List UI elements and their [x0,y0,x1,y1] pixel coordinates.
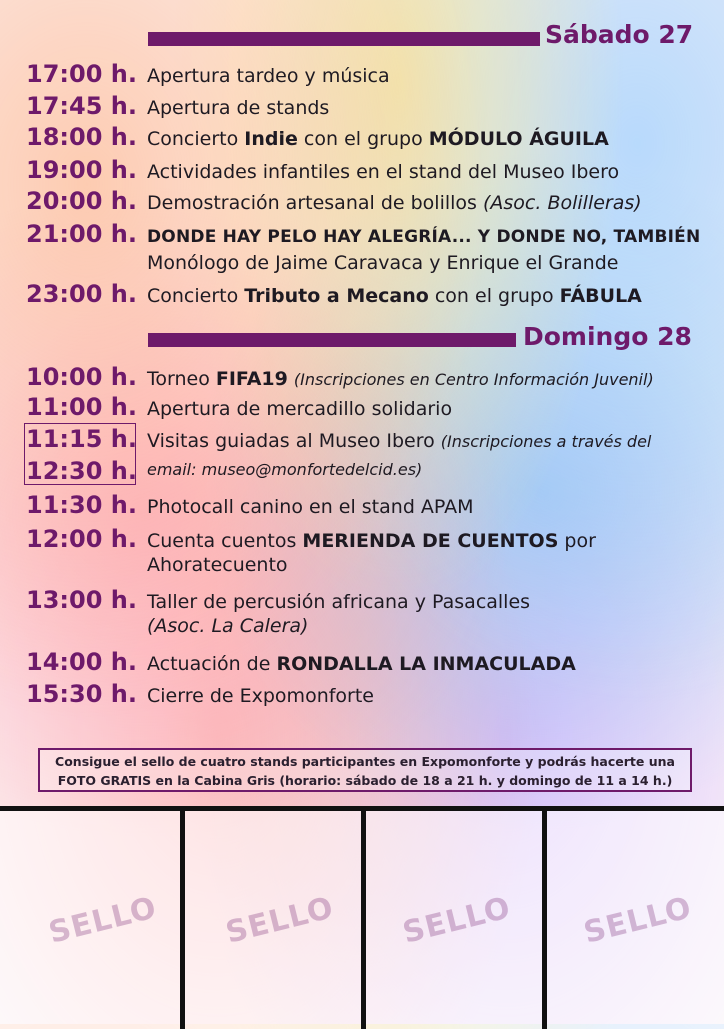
event-time: 11:00 h. [26,393,137,421]
event-text-segment: Actividades infantiles en el stand del Museo Ibero [147,161,620,183]
event-text-segment: Visitas guiadas al Museo Ibero [147,430,441,452]
event-time: 11:15 h. [26,425,137,453]
event-description-line-2 [147,614,308,638]
saturday-header-bar [148,32,540,46]
event-description [147,191,642,215]
stamp-cell-4 [547,811,724,1029]
event-text-segment: (Asoc. Bolilleras) [482,192,642,214]
event-text-segment: Torneo [147,368,216,390]
event-description [147,652,576,676]
event-text-segment: (Inscripciones en Centro Información Juvenil) [293,370,654,389]
event-text-segment: Concierto [147,128,245,150]
event-time: 11:30 h. [26,491,137,519]
event-description [147,367,654,392]
event-description [147,284,642,308]
event-time: 12:00 h. [26,525,137,553]
event-text-segment: Indie [244,128,298,150]
event-description-line-2 [147,457,422,482]
event-description [147,495,474,519]
notice-line-1: Consigue el sello de cuatro stands participantes en Expomonforte y podrás hacerte una [55,754,675,769]
event-description [147,127,609,151]
event-text-segment: Monólogo de Jaime Caravaca y Enrique el Grande [147,252,619,274]
event-text-segment: DONDE HAY PELO HAY ALEGRÍA... Y DONDE NO, TAMBIÉN [147,227,701,247]
event-time: 13:00 h. [26,586,137,614]
event-text-segment: (Inscripciones a través del [440,432,652,451]
event-time: 15:30 h. [26,680,137,708]
event-text-segment: con el grupo [428,285,560,307]
event-text-segment: RONDALLA LA INMACULADA [276,653,576,675]
event-time: 23:00 h. [26,280,137,308]
event-time: 17:45 h. [26,92,137,120]
event-description [147,429,651,454]
event-description [147,160,619,184]
event-text-segment: email: museo@monfortedelcid.es) [147,460,423,479]
event-description-line-2 [147,553,288,577]
stamp-promo-notice [38,748,692,792]
event-text-segment: Apertura tardeo y música [147,65,390,87]
event-time-second: 12:30 h. [26,457,137,485]
event-description [147,529,596,553]
event-text-segment: Cuenta cuentos [147,530,303,552]
event-description [147,96,329,120]
event-text-segment: Actuación de [147,653,277,675]
event-text-segment: Photocall canino en el stand APAM [147,496,474,518]
event-text-segment: con el grupo [297,128,429,150]
event-text-segment: FIFA19 [215,368,288,390]
event-description-line-2 [147,251,618,275]
event-description [147,590,530,614]
stamp-cell-2 [185,811,361,1029]
event-text-segment: Apertura de stands [147,97,330,119]
stamp-label: SELLO [580,890,696,951]
event-time: 21:00 h. [26,220,137,248]
event-time: 14:00 h. [26,648,137,676]
event-text-segment: MÓDULO ÁGUILA [428,128,609,150]
stamp-cell-3 [366,811,542,1029]
event-time: 17:00 h. [26,60,137,88]
event-text-segment: Taller de percusión africana y Pasacalles [147,591,531,613]
event-text-segment: Demostración artesanal de bolillos [147,192,483,214]
event-text-segment: (Asoc. La Calera) [147,615,309,637]
event-text-segment: Concierto [147,285,245,307]
event-description [147,684,374,708]
stamp-label: SELLO [45,890,161,951]
event-text-segment: por [558,530,596,552]
stamp-label: SELLO [222,890,338,951]
event-text-segment: FÁBULA [559,285,642,307]
stamp-cell-1 [0,811,180,1029]
event-description [147,397,452,421]
event-text-segment: Tributo a Mecano [244,285,429,307]
sunday-header-bar [148,333,516,347]
stamp-label: SELLO [399,890,515,951]
notice-line-2: FOTO GRATIS en la Cabina Gris (horario: sábado de 18 a 21 h. y domingo de 11 a 14 h.) [57,773,673,788]
event-time: 18:00 h. [26,123,137,151]
event-text-segment: MERIENDA DE CUENTOS [302,530,559,552]
event-description [147,224,700,249]
event-description [147,64,390,88]
event-time: 19:00 h. [26,156,137,184]
sunday-heading: Domingo 28 [523,322,692,351]
event-text-segment: Apertura de mercadillo solidario [147,398,453,420]
saturday-heading: Sábado 27 [545,20,694,49]
event-text-segment: Cierre de Expomonforte [147,685,374,707]
event-text-segment: Ahoratecuento [147,554,288,576]
stamp-grid [0,806,724,1029]
event-time: 10:00 h. [26,363,137,391]
event-time: 20:00 h. [26,187,137,215]
